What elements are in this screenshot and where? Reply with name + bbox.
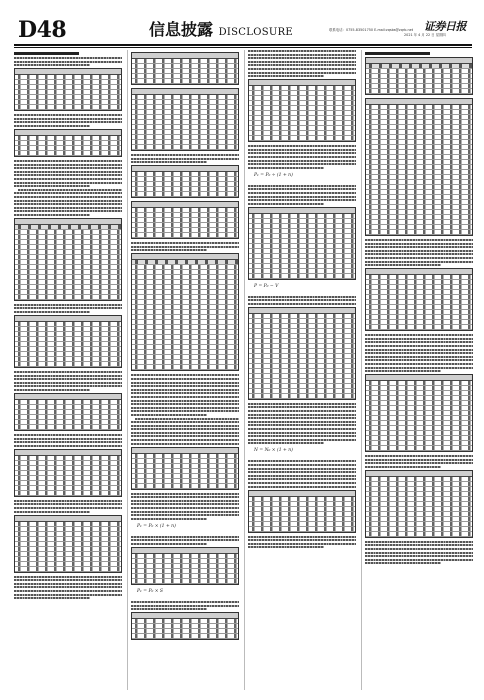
text-line (248, 468, 356, 470)
text-line (365, 341, 473, 343)
column-1 (14, 50, 122, 690)
text-line (14, 507, 122, 509)
text-line (131, 496, 239, 498)
text-line (14, 167, 122, 169)
table-row (15, 362, 121, 367)
text-line (131, 511, 239, 513)
contact-line: 联系电话：0755-83501750 E-mail:zqsbs@zqrb.net (329, 28, 414, 32)
table-row (366, 325, 472, 330)
text-line (14, 200, 122, 202)
text-line (14, 311, 90, 313)
text-line (248, 414, 356, 416)
formula-text: P₁ = P₀ × S (137, 589, 164, 594)
text-line (131, 246, 239, 248)
text-line (365, 253, 473, 255)
text-line (365, 367, 473, 369)
text-line (248, 299, 356, 301)
text-line (365, 544, 473, 546)
text-line (14, 207, 122, 209)
text-line (365, 541, 473, 543)
text-line (131, 514, 239, 516)
text-line (365, 239, 473, 241)
text-line (18, 189, 122, 191)
text-line (248, 72, 356, 74)
text-line (14, 371, 122, 373)
table-row (249, 394, 355, 399)
table-row (15, 295, 121, 300)
table-row (132, 484, 238, 489)
text-line (248, 54, 356, 56)
text-line (14, 64, 90, 66)
text-line (365, 250, 473, 252)
masthead (14, 18, 472, 44)
text-line (365, 338, 473, 340)
table-row (249, 527, 355, 532)
text-line (131, 543, 207, 545)
masthead-rule (14, 44, 472, 46)
table-row (132, 365, 238, 370)
text-line (14, 118, 122, 120)
table-row (15, 151, 121, 156)
section-title-en: DISCLOSURE (218, 27, 294, 38)
text-line (14, 445, 122, 447)
text-line (248, 192, 356, 194)
text-line (248, 417, 356, 419)
text-line (248, 410, 356, 412)
table-row (132, 233, 238, 238)
text-line (14, 210, 122, 212)
text-line (248, 539, 356, 541)
text-line (14, 441, 122, 443)
table-row (366, 446, 472, 451)
text-line (248, 156, 356, 158)
data-table (248, 307, 356, 400)
section-title-cn: 信息披露 (149, 20, 214, 39)
column-3 (248, 50, 356, 690)
text-line (365, 349, 473, 351)
text-line (14, 511, 90, 513)
text-line (365, 562, 441, 564)
text-line (131, 249, 207, 251)
data-table (14, 515, 122, 573)
table-row (132, 579, 238, 584)
text-line (14, 178, 122, 180)
text-line (248, 406, 356, 408)
text-line (131, 382, 239, 384)
text-line (248, 478, 356, 480)
text-line (248, 61, 356, 63)
data-table (365, 470, 473, 538)
formula-text: P = P₀ − V (254, 283, 279, 289)
text-line (248, 160, 356, 162)
text-line (365, 466, 441, 468)
table-row (15, 567, 121, 572)
table-row (249, 136, 355, 141)
text-line (135, 418, 239, 420)
column-divider (127, 50, 128, 690)
table-row (249, 274, 355, 279)
text-line (365, 246, 473, 248)
column-2 (131, 50, 239, 690)
text-line (131, 154, 239, 156)
text-line (14, 160, 122, 162)
text-line (131, 439, 239, 441)
text-line (131, 507, 239, 509)
formula (254, 172, 356, 182)
text-line (131, 518, 207, 520)
text-line (131, 385, 239, 387)
text-line (131, 389, 239, 391)
formula-text: P₁ = P₀ × (1 + n) (137, 523, 176, 529)
table-row (366, 532, 472, 537)
text-line (248, 196, 356, 198)
data-table (14, 393, 122, 431)
formula-text: P₁ = P₀ ÷ (1 + n) (254, 172, 293, 178)
formula (137, 588, 239, 598)
newspaper-logo: 证券日报 (424, 20, 466, 33)
formula (254, 283, 356, 293)
data-table (365, 57, 473, 95)
data-table (131, 253, 239, 371)
text-line (14, 586, 122, 588)
text-line (14, 304, 122, 306)
text-line (248, 199, 356, 201)
text-line (131, 378, 239, 380)
section-title (149, 20, 293, 43)
formula (254, 447, 356, 457)
text-line (365, 459, 473, 461)
text-line (131, 435, 239, 437)
text-line (131, 421, 239, 423)
text-line (14, 57, 122, 59)
text-line (248, 424, 356, 426)
data-table (131, 447, 239, 490)
text-line (248, 460, 356, 462)
text-line (14, 125, 90, 127)
text-line (365, 356, 473, 358)
data-table (365, 268, 473, 331)
text-line (131, 392, 239, 394)
text-line (131, 242, 239, 244)
text-line (365, 352, 473, 354)
text-line (14, 61, 122, 63)
text-line (248, 439, 356, 441)
text-line (248, 64, 356, 66)
formula-text: N = N₀ × (1 + n) (254, 448, 293, 454)
text-line (365, 370, 441, 372)
text-line (131, 407, 239, 409)
text-line (248, 185, 356, 187)
table-row (132, 79, 238, 84)
data-table (131, 88, 239, 151)
text-line (14, 576, 122, 578)
text-line (131, 500, 239, 502)
text-line (248, 50, 356, 52)
article-grid (14, 50, 472, 690)
text-line (131, 443, 239, 445)
text-line (248, 75, 324, 77)
text-line (365, 257, 473, 259)
text-line (14, 307, 122, 309)
text-line (365, 462, 473, 464)
table-row (15, 105, 121, 110)
text-line (248, 471, 356, 473)
text-line (248, 442, 324, 444)
text-line (14, 594, 122, 596)
text-line (365, 548, 473, 550)
text-line (365, 359, 473, 361)
text-line (365, 334, 473, 336)
text-line (248, 475, 356, 477)
text-line (131, 414, 207, 416)
text-line (365, 555, 473, 557)
text-line (131, 608, 207, 610)
table-row (366, 230, 472, 235)
data-table (365, 374, 473, 452)
text-line (14, 171, 122, 173)
text-line (131, 428, 239, 430)
column-divider (244, 50, 245, 690)
text-line (365, 261, 473, 263)
article-heading (365, 52, 430, 55)
formula (137, 523, 239, 533)
text-line (14, 382, 122, 384)
text-line (131, 400, 239, 402)
text-line (365, 552, 473, 554)
table-row (15, 491, 121, 496)
text-line (248, 403, 356, 405)
text-line (248, 152, 356, 154)
text-line (248, 486, 356, 488)
text-line (131, 396, 239, 398)
text-line (248, 163, 356, 165)
text-line (248, 57, 356, 59)
text-line (14, 174, 122, 176)
text-line (14, 389, 90, 391)
text-line (14, 196, 122, 198)
text-line (14, 192, 122, 194)
data-table (14, 315, 122, 368)
data-table (14, 129, 122, 157)
text-line (248, 145, 356, 147)
text-line (131, 374, 239, 376)
text-line (14, 203, 122, 205)
text-line (14, 434, 122, 436)
data-table (131, 165, 239, 198)
data-table (14, 218, 122, 301)
data-table (248, 490, 356, 533)
text-line (14, 438, 122, 440)
text-line (14, 590, 122, 592)
text-line (365, 345, 473, 347)
text-line (248, 203, 324, 205)
text-line (14, 503, 122, 505)
table-row (132, 192, 238, 197)
column-divider (361, 50, 362, 690)
text-line (365, 363, 473, 365)
text-line (248, 546, 324, 548)
table-row (132, 145, 238, 150)
text-line (14, 378, 122, 380)
table-row (366, 89, 472, 94)
text-line (131, 161, 207, 163)
text-line (14, 583, 122, 585)
text-line (14, 164, 122, 166)
data-table (14, 449, 122, 497)
text-line (365, 264, 441, 266)
text-line (248, 296, 356, 298)
text-line (248, 482, 356, 484)
text-line (14, 182, 122, 184)
column-4 (365, 50, 473, 690)
text-line (248, 536, 356, 538)
text-line (248, 149, 356, 151)
data-table (14, 68, 122, 111)
data-table (365, 98, 473, 236)
data-table (131, 547, 239, 585)
text-line (14, 385, 122, 387)
text-line (131, 425, 239, 427)
text-line (365, 455, 473, 457)
data-table (131, 201, 239, 239)
text-line (131, 605, 239, 607)
text-line (248, 428, 356, 430)
text-line (248, 68, 356, 70)
text-line (131, 493, 239, 495)
text-line (365, 559, 473, 561)
text-line (131, 432, 239, 434)
article-heading (14, 52, 79, 55)
text-line (131, 536, 239, 538)
text-line (131, 403, 239, 405)
table-row (132, 634, 238, 639)
text-line (14, 185, 90, 187)
text-line (14, 375, 122, 377)
table-row (15, 425, 121, 430)
text-line (365, 243, 473, 245)
text-line (14, 214, 90, 216)
text-line (14, 597, 90, 599)
text-line (248, 167, 324, 169)
text-line (14, 121, 122, 123)
page-number: D48 (18, 17, 67, 43)
text-line (131, 601, 239, 603)
text-line (131, 539, 239, 541)
text-line (131, 503, 239, 505)
text-line (248, 464, 356, 466)
text-line (248, 543, 356, 545)
text-line (248, 432, 356, 434)
text-line (131, 158, 239, 160)
text-line (248, 421, 356, 423)
data-table (248, 207, 356, 280)
text-line (14, 579, 122, 581)
text-line (14, 114, 122, 116)
issue-date: 2021 年 4 月 22 日 星期四 (404, 33, 446, 37)
text-line (248, 188, 356, 190)
text-line (248, 303, 356, 305)
text-line (131, 410, 239, 412)
text-line (14, 500, 122, 502)
data-table (131, 52, 239, 85)
data-table (248, 79, 356, 142)
masthead-rule-thin (14, 47, 472, 48)
text-line (248, 435, 356, 437)
data-table (131, 612, 239, 640)
